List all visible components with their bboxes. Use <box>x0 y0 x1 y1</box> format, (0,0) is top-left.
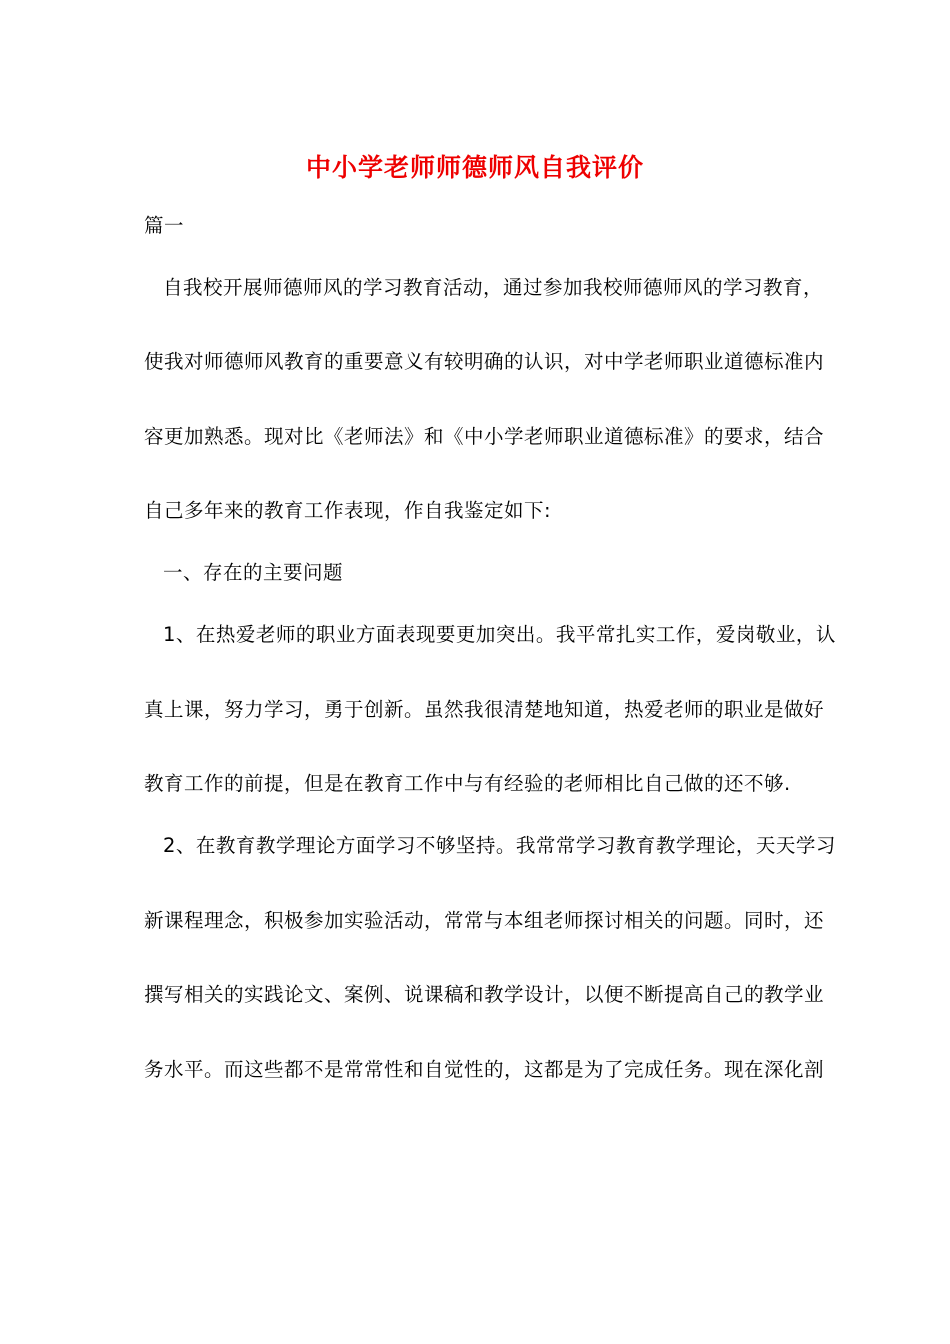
section-heading: 一、存在的主要问题 <box>163 561 344 584</box>
body-line-10: 新课程理念，积极参加实验活动，常常与本组老师探讨相关的问题。同时，还 <box>144 909 825 932</box>
part-label: 篇一 <box>144 214 185 237</box>
body-line-1: 自我校开展师德师风的学习教育活动，通过参加我校师德师风的学习教育， <box>163 276 824 299</box>
body-line-8: 教育工作的前提，但是在教育工作中与有经验的老师相比自己做的还不够. <box>144 772 791 795</box>
body-line-6: 1、在热爱老师的职业方面表现要更加突出。我平常扎实工作，爱岗敬业，认 <box>163 623 836 646</box>
body-line-2: 使我对师德师风教育的重要意义有较明确的认识，对中学老师职业道德标准内 <box>144 350 825 373</box>
body-line-12: 务水平。而这些都不是常常性和自觉性的，这都是为了完成任务。现在深化剖 <box>144 1058 825 1081</box>
document-title: 中小学老师师德师风自我评价 <box>305 153 644 182</box>
body-line-11: 撰写相关的实践论文、案例、说课稿和教学设计，以便不断提高自己的教学业 <box>144 983 825 1006</box>
body-line-4: 自己多年来的教育工作表现，作自我鉴定如下: <box>144 499 552 522</box>
body-line-3: 容更加熟悉。现对比《老师法》和《中小学老师职业道德标准》的要求，结合 <box>144 425 825 448</box>
body-line-7: 真上课，努力学习，勇于创新。虽然我很清楚地知道，热爱老师的职业是做好 <box>144 698 825 721</box>
body-line-9: 2、在教育教学理论方面学习不够坚持。我常常学习教育教学理论，天天学习 <box>163 834 836 857</box>
